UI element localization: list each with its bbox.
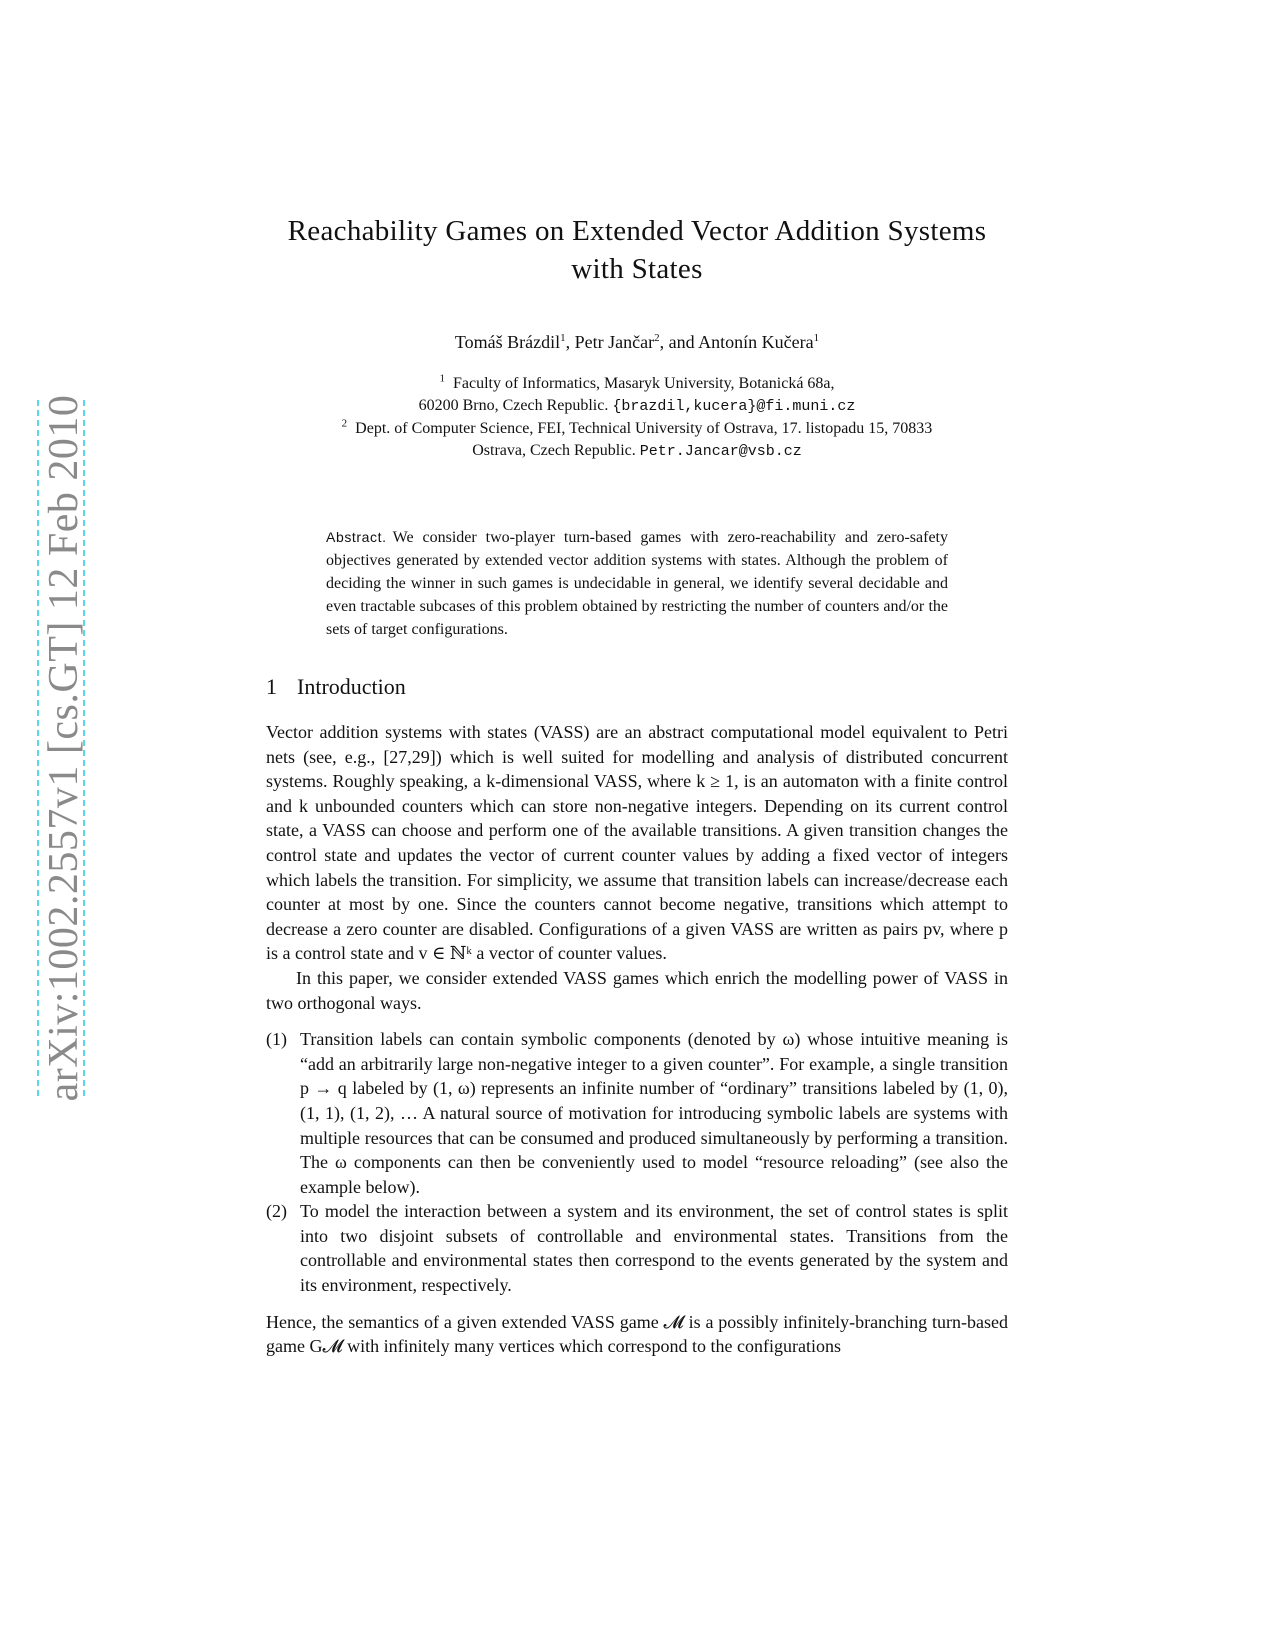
list-marker: (2) bbox=[266, 1201, 287, 1222]
list-item bbox=[266, 1199, 1008, 1297]
abstract bbox=[326, 526, 948, 641]
author-affil-mark: 1 bbox=[813, 332, 820, 344]
affiliation-1-email: {brazdil,kucera}@fi.muni.cz bbox=[612, 398, 856, 415]
author-list: Tomáš Brázdil$^1$, Petr Jančar$^2$, and Antonín Kučera$^1$ bbox=[454, 332, 820, 352]
author-name: Tomáš Brázdil bbox=[454, 332, 561, 352]
section-number: 1 bbox=[266, 674, 277, 699]
abstract-label: Abstract. bbox=[326, 529, 387, 545]
affiliations bbox=[266, 373, 1008, 463]
affiliation-1-line-1: Faculty of Informatics, Masaryk University, Botanická 68a, bbox=[452, 375, 835, 392]
paper-title bbox=[266, 212, 1008, 288]
author-name: Antonín Kučera bbox=[698, 332, 814, 352]
author-affil-mark: 2 bbox=[654, 332, 660, 344]
affiliation-2-mark: 2 bbox=[341, 417, 348, 430]
affiliation-1-mark: 1 bbox=[439, 372, 445, 385]
list-item-text: Transition labels can contain symbolic components (denoted by ω) whose intuitive meaning is “add an arbitrarily large non-negative integer to a given counter”. For example, a single transition p → q labeled by (1, ω) represents an infinite number of “ordinary” transitions labeled by (1, 0), (1, 1), (1, 2), … A natural source of motivation for introducing symbolic labels are systems with multiple resources that can be consumed and produced simultaneously by performing a transition. The ω components can then be conveniently used to model “resource reloading” (see also the example below). bbox=[300, 1029, 1008, 1197]
abstract-text: We consider two-player turn-based games with zero-reachability and zero-safety objectives generated by extended vector addition systems with states. Although the problem of deciding the winner in such games is undecidable in general, we identify several decidable and even tractable subcases of this problem obtained by restricting the number of counters and/or the sets of target configurations. bbox=[326, 529, 948, 638]
paragraph-3: Hence, the semantics of a given extended VASS game 𝓜 is a possibly infinitely-branching turn-based game G𝓜 with infinitely many vertices which correspond to the configurations bbox=[266, 1311, 1008, 1357]
affiliation-2 bbox=[266, 418, 1008, 440]
author-affil-mark: 1 bbox=[560, 332, 566, 344]
section-title: Introduction bbox=[297, 674, 406, 699]
affiliation-2-email: Petr.Jancar@vsb.cz bbox=[639, 443, 802, 460]
list-item bbox=[266, 1027, 1008, 1199]
affiliation-2-line-1: Dept. of Computer Science, FEI, Technical University of Ostrava, 17. listopadu 15, 70833 bbox=[355, 420, 933, 437]
paragraph-2: In this paper, we consider extended VASS games which enrich the modelling power of VASS in two orthogonal ways. bbox=[266, 967, 1008, 1013]
affiliation-1-cont bbox=[266, 395, 1008, 418]
arxiv-sidebar bbox=[10, 0, 87, 1650]
arxiv-identifier: arXiv:1002.2557v1 [cs.GT] 12 Feb 2010 bbox=[41, 394, 87, 1102]
affiliation-2-line-2: Ostrava, Czech Republic. bbox=[472, 442, 636, 459]
enumerated-list bbox=[266, 1027, 1008, 1298]
paragraph-1: Vector addition systems with states (VASS) are an abstract computational model equivalent to Petri nets (see, e.g., [27,29]) which is well suited for modelling and analysis of distributed concurrent systems. Roughly speaking, a k-dimensional VASS, where k ≥ 1, is an automaton with a finite control and k unbounded counters which can store non-negative integers. Depending on its current control state, a VASS can choose and perform one of the available transitions. A given transition changes the control state and updates the vector of current counter values by adding a fixed vector of integers which labels the transition. For simplicity, we assume that transition labels can increase/decrease each counter at most by one. Since the counters cannot become negative, transitions which attempt to decrease a zero counter are disabled. Configurations of a given VASS are written as pairs pv, where p is a control state and v ∈ ℕᵏ a vector of counter values. bbox=[266, 722, 1008, 964]
title-line-1: Reachability Games on Extended Vector Addition Systems bbox=[287, 215, 987, 247]
affiliation-1 bbox=[266, 373, 1008, 395]
body-text bbox=[266, 720, 1008, 1359]
affiliation-2-cont bbox=[266, 440, 1008, 463]
affiliation-1-line-2: 60200 Brno, Czech Republic. bbox=[418, 397, 609, 414]
title-line-2: with States bbox=[571, 253, 703, 285]
list-marker: (1) bbox=[266, 1029, 287, 1050]
author-name: Petr Jančar bbox=[574, 332, 655, 352]
section-heading bbox=[266, 674, 406, 700]
list-item-text: To model the interaction between a system and its environment, the set of control states is split into two disjoint subsets of controllable and environmental states. Transitions from the controllable and environmental states then correspond to the events generated by the system and its environment, respectively. bbox=[300, 1201, 1008, 1296]
